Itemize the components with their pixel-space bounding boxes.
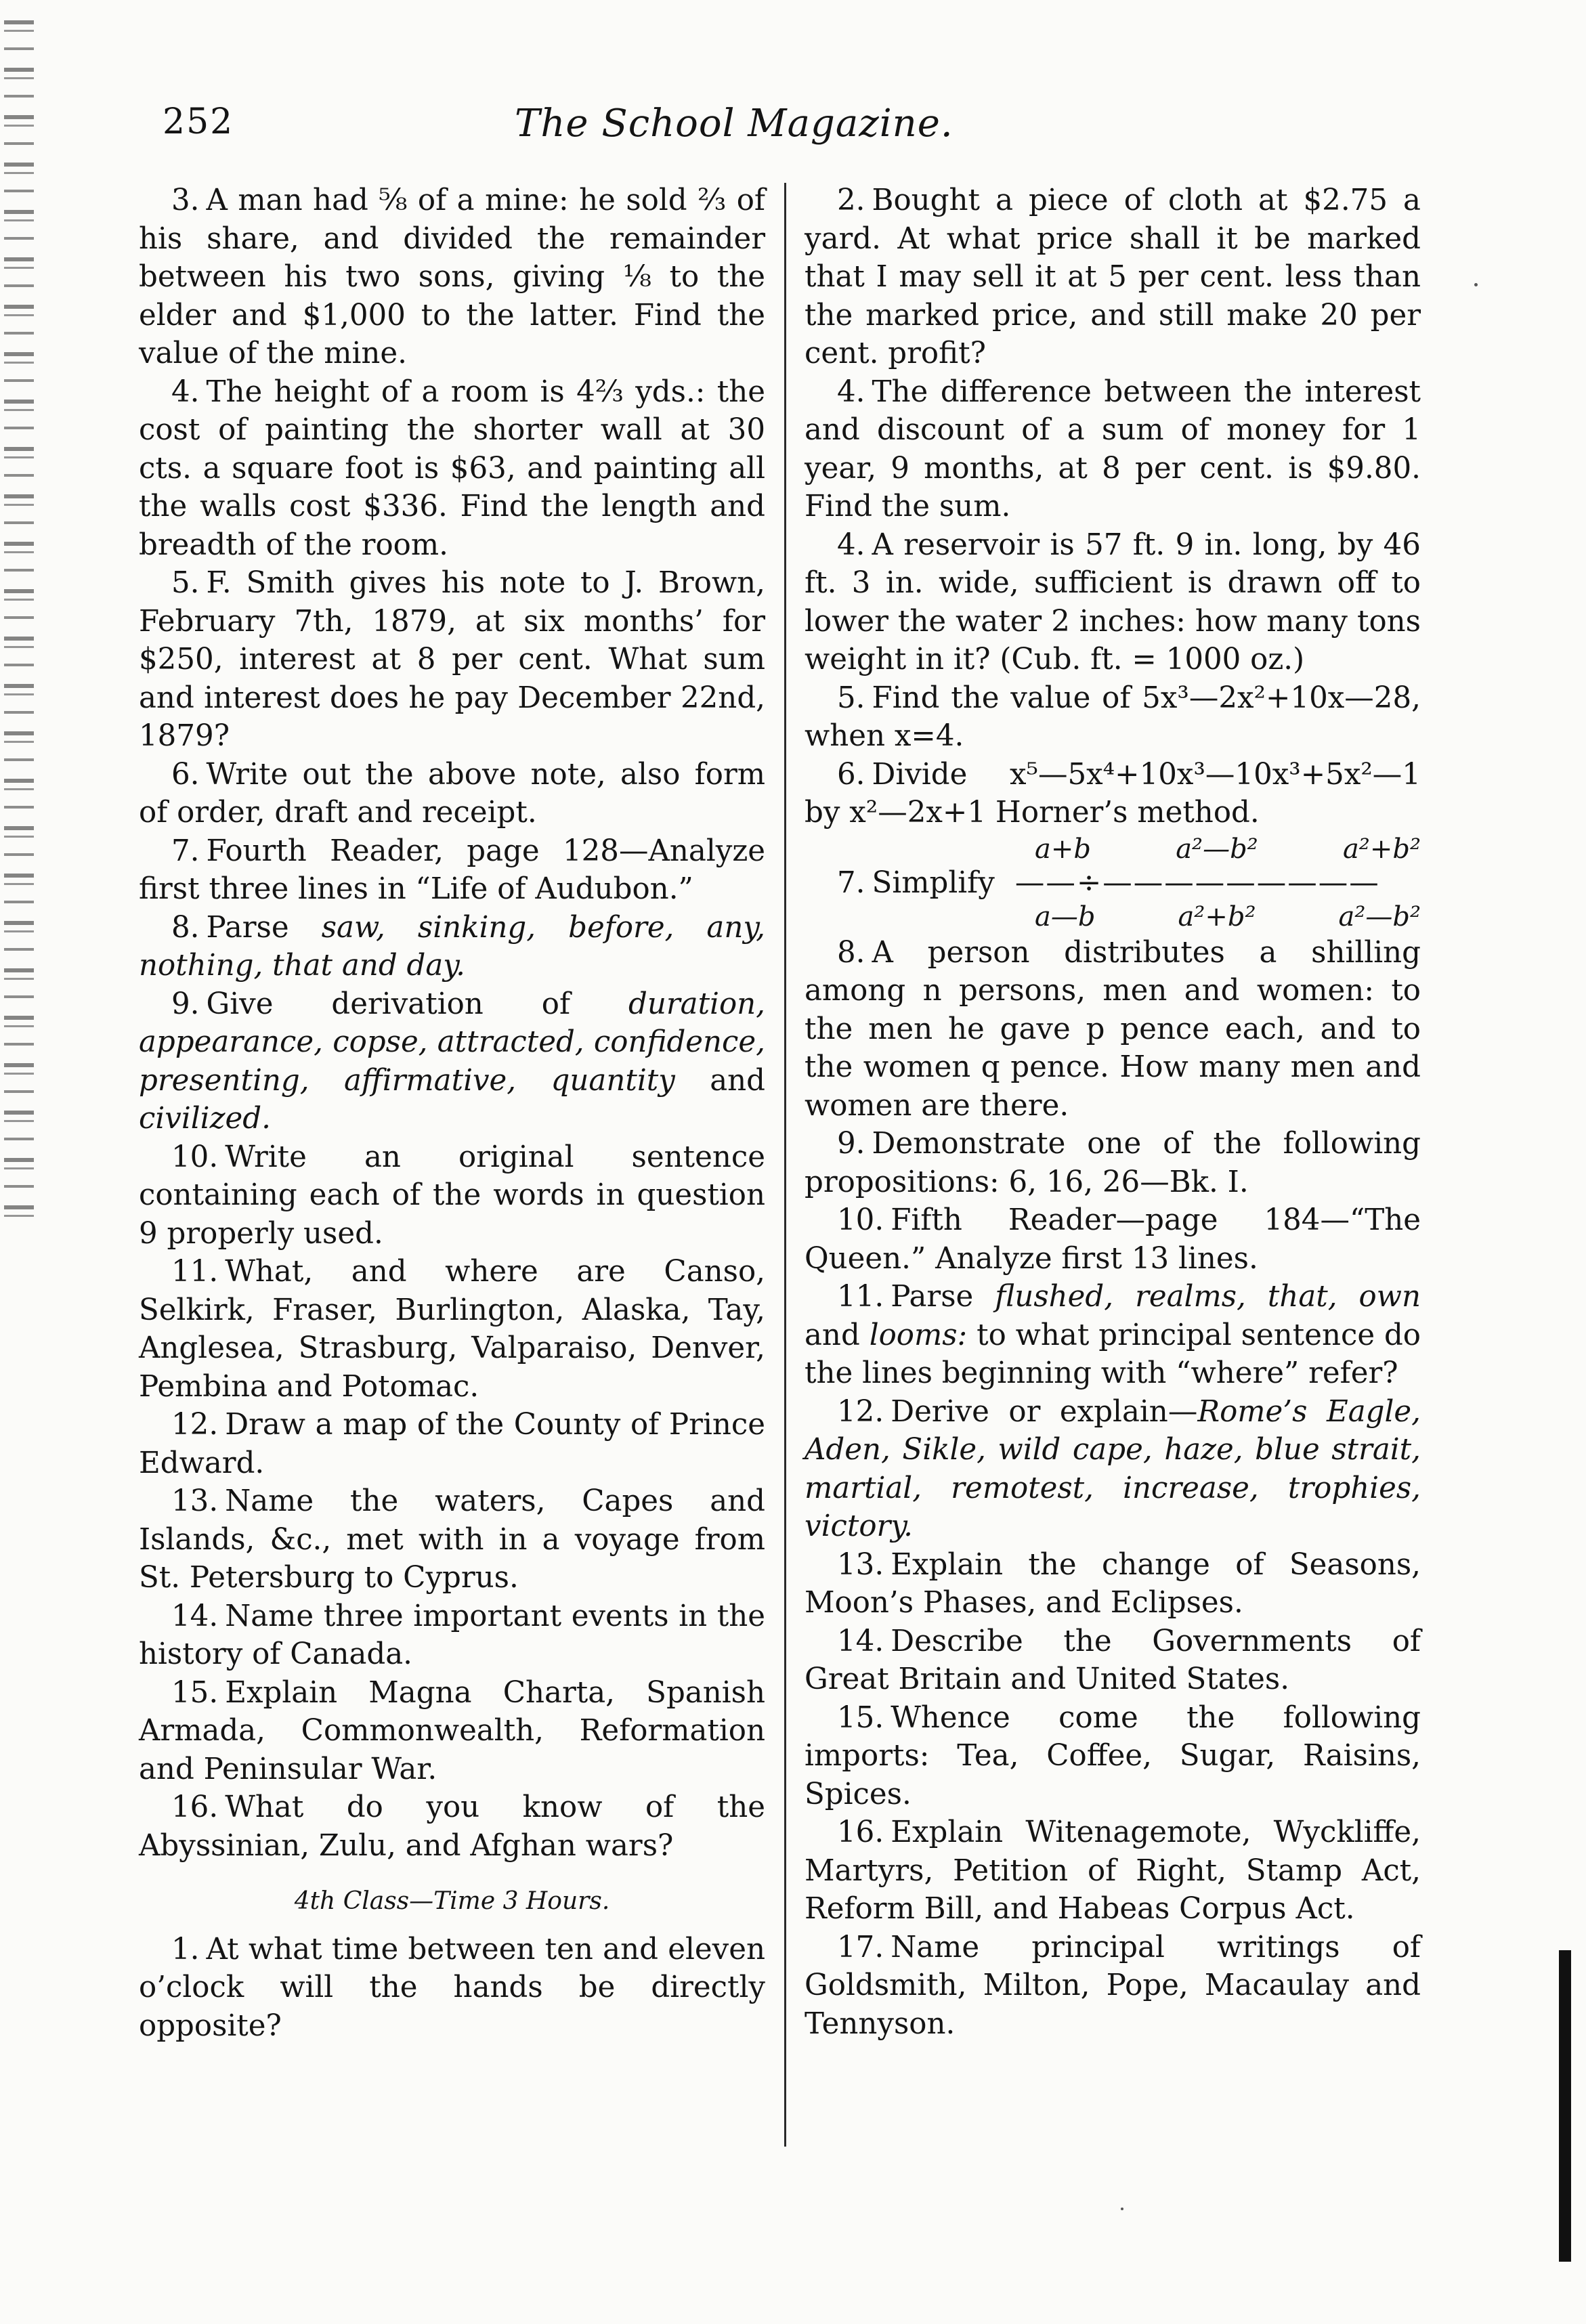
stray-mark: [1474, 283, 1478, 286]
numerator: a+b: [1035, 833, 1091, 865]
column-rule: [784, 183, 786, 2147]
question: 15. Explain Magna Charta, Spanish Armada, Commonwealth, Reformation and Peninsular War.: [139, 1675, 765, 1786]
question: 2. Bought a piece of cloth at $2.75 a yard. At what price shall it be marked that I may sell it at 5 per cent. less than the marked price, and still make 20 per cent. profit?: [805, 184, 1421, 370]
question: 5. Find the value of 5x³—2x²+10x—28, when x=4.: [805, 681, 1421, 753]
section-heading: 4th Class—Time 3 Hours.: [294, 1887, 610, 1915]
question: 12. Derive or explain—Rome’s Eagle, Aden, Sikle, wild cape, haze, blue strait, martial, remotest, increase, trophies, victory.: [805, 1394, 1421, 1543]
question: 4. The difference between the interest and discount of a sum of money for 1 year, 9 months, at 8 per cent. is $9.80. Find the sum.: [805, 374, 1421, 523]
question: 7. Fourth Reader, page 128—Analyze first three lines in “Life of Audubon.”: [139, 834, 765, 906]
fraction-operators: ——÷—————————: [1014, 865, 1380, 900]
question: 9. Give derivation of duration, appearance, copse, attracted, confidence, presenting, affirmative, quantity and civilized.: [139, 987, 766, 1136]
question: 6. Divide x⁵—5x⁴+10x³—10x³+5x²—1 by x²—2x+1 Horner’s method.: [805, 757, 1421, 830]
numerator: a²+b²: [1342, 833, 1421, 865]
question: 16. Explain Witenagemote, Wyckliffe, Martyrs, Petition of Right, Stamp Act, Reform Bill, and Habeas Corpus Act.: [805, 1815, 1421, 1926]
question: 11. Parse flushed, realms, that, own and looms: to what principal sentence do the lines beginning with “where” refer?: [805, 1280, 1421, 1390]
question: 3. A man had ⅝ of a mine: he sold ⅔ of his share, and divided the remainder between his two sons, giving ⅛ to the elder and $1,000 to the latter. Find the value of the mine.: [139, 184, 765, 370]
simplify-line: 7. Simplify ——÷—————————: [837, 865, 1380, 900]
question: 8. A person distributes a shilling among n persons, men and women: to the men he gave p pence each, and to the women q pence. How many men and women are there.: [805, 935, 1421, 1123]
question: 5. F. Smith gives his note to J. Brown, February 7th, 1879, at six months’ for $250, interest at 8 per cent. What sum and interest does he pay December 22nd, 1879?: [139, 566, 765, 753]
running-title: The School Magazine.: [515, 102, 953, 146]
question: 14. Describe the Governments of Great Britain and United States.: [805, 1624, 1421, 1696]
fraction-denominators: [805, 900, 1421, 934]
denominator: a²+b²: [1178, 901, 1256, 932]
question: 15. Whence come the following imports: Tea, Coffee, Sugar, Raisins, Spices.: [805, 1700, 1421, 1811]
question: 17. Name principal writings of Goldsmith, Milton, Pope, Macaulay and Tennyson.: [805, 1930, 1421, 2041]
denominator: a—b: [1035, 901, 1096, 932]
fraction-numerators: [805, 832, 1421, 866]
question: 6. Write out the above note, also form of order, draft and receipt.: [139, 757, 765, 830]
question: 10. Fifth Reader—page 184—“The Queen.” Analyze first 13 lines.: [805, 1203, 1421, 1276]
question: 14. Name three important events in the history of Canada.: [139, 1599, 765, 1671]
page-number: 252: [163, 102, 234, 142]
question: 13. Explain the change of Seasons, Moon’s Phases, and Eclipses.: [805, 1547, 1421, 1620]
question: 13. Name the waters, Capes and Islands, &c., met with in a voyage from St. Petersburg to Cyprus.: [139, 1484, 765, 1595]
numerator: a²—b²: [1176, 833, 1258, 865]
question: 4. A reservoir is 57 ft. 9 in. long, by 46 ft. 3 in. wide, sufficient is drawn off to lower the water 2 inches: how many tons weight in it? (Cub. ft. = 1000 oz.): [805, 528, 1421, 676]
question: 4. The height of a room is 4⅔ yds.: the cost of painting the shorter wall at 30 cts. a square foot is $63, and painting all the walls cost $336. Find the length and breadth of the room.: [139, 374, 765, 562]
page-header: [163, 102, 1436, 156]
scan-edge-bar: [1559, 1950, 1571, 2262]
question: 10. Write an original sentence containing each of the words in question 9 properly used.: [139, 1140, 765, 1251]
scan-edge-artifact: [4, 20, 34, 1226]
simplify-question: [805, 832, 1421, 934]
question: 12. Draw a map of the County of Prince Edward.: [139, 1408, 765, 1480]
question: 8. Parse saw, sinking, before, any, nothing, that and day.: [139, 910, 766, 983]
stray-mark: [1121, 2208, 1123, 2210]
left-column: [139, 181, 765, 2045]
denominator: a²—b²: [1338, 901, 1421, 932]
question: 16. What do you know of the Abyssinian, Zulu, and Afghan wars?: [139, 1790, 765, 1863]
question: 1. At what time between ten and eleven o’clock will the hands be directly opposite?: [139, 1932, 765, 2043]
right-column: [805, 181, 1421, 2043]
question: 11. What, and where are Canso, Selkirk, Fraser, Burlington, Alaska, Tay, Anglesea, Strasburg, Valparaiso, Denver, Pembina and Potomac.: [139, 1255, 765, 1404]
question: 9. Demonstrate one of the following propositions: 6, 16, 26—Bk. I.: [805, 1127, 1421, 1199]
